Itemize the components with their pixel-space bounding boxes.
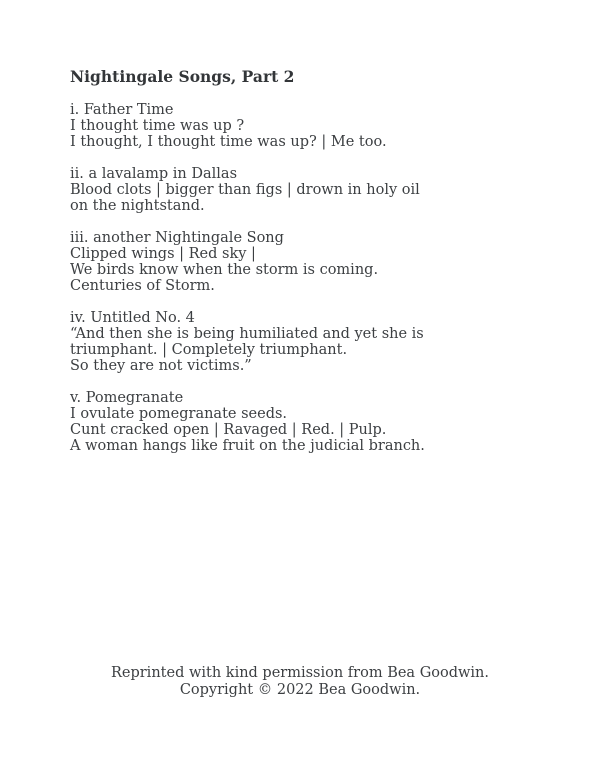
poem-line: Blood clots | bigger than figs | drown in holy oil: [70, 182, 420, 198]
poem-line: Clipped wings | Red sky |: [70, 246, 256, 262]
poem-line: triumphant. | Completely triumphant.: [70, 342, 348, 358]
poem-line: iv. Untitled No. 4: [70, 310, 195, 326]
copyright-note: Copyright © 2022 Bea Goodwin.: [179, 682, 421, 698]
poem-line: Cunt cracked open | Ravaged | Red. | Pulp.: [70, 422, 387, 438]
poem-line: on the nightstand.: [70, 198, 205, 214]
poem-line: Centuries of Storm.: [70, 278, 215, 294]
poem-line: A woman hangs like fruit on the judicial branch.: [70, 438, 425, 454]
poem-line: ii. a lavalamp in Dallas: [70, 166, 238, 182]
poem-line: “And then she is being humiliated and yet she is: [70, 326, 424, 342]
poem-line: i. Father Time: [70, 102, 174, 118]
poem-line: I ovulate pomegranate seeds.: [70, 406, 288, 422]
stanza-v: [70, 390, 425, 454]
poem-title: Nightingale Songs, Part 2: [70, 67, 295, 86]
permission-note: Reprinted with kind permission from Bea Goodwin.: [110, 665, 490, 681]
poem-body: [70, 68, 425, 470]
poem-line: I thought, I thought time was up? | Me too.: [70, 134, 387, 150]
attribution-footer: [0, 665, 600, 699]
stanza-i: [70, 102, 425, 150]
stanza-iii: [70, 230, 425, 294]
poem-line: I thought time was up ?: [70, 118, 245, 134]
poem-line: v. Pomegranate: [70, 390, 184, 406]
poem-line: We birds know when the storm is coming.: [70, 262, 379, 278]
poem-line: So they are not victims.”: [70, 358, 252, 374]
stanza-ii: [70, 166, 425, 214]
poem-line: iii. another Nightingale Song: [70, 230, 284, 246]
stanza-iv: [70, 310, 425, 374]
